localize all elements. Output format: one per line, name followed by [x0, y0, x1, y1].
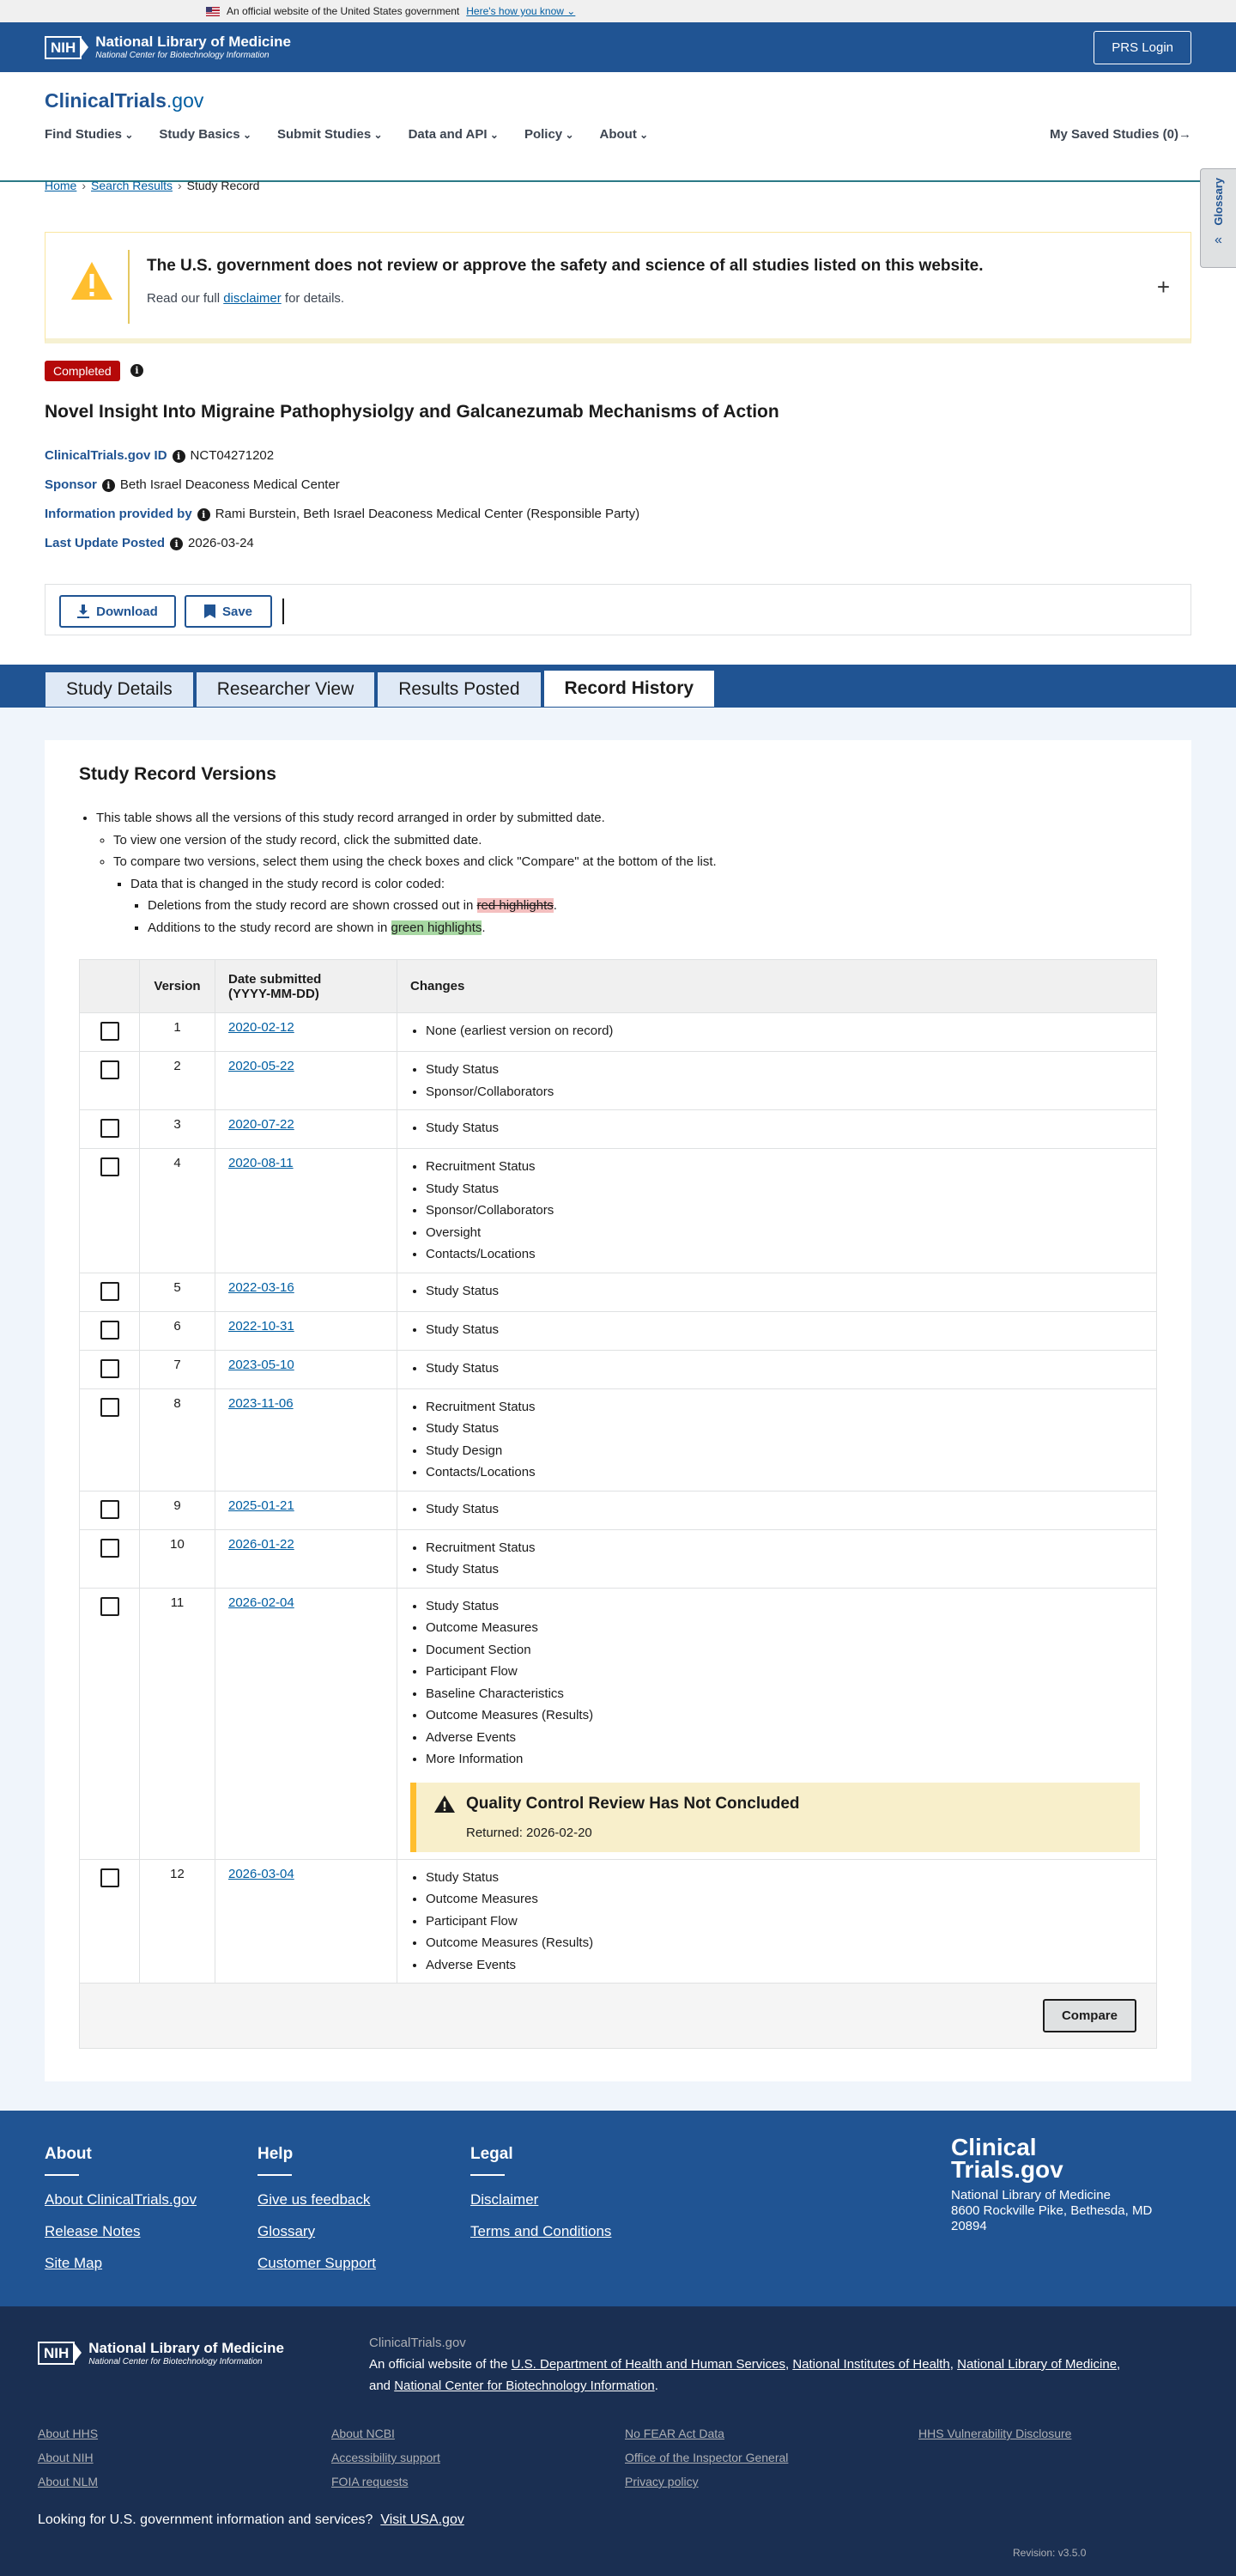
select-cell — [80, 1311, 140, 1350]
section-title: Study Record Versions — [79, 764, 276, 784]
compare-row — [80, 1984, 1157, 2049]
select-cell — [80, 1052, 140, 1110]
table-row — [80, 1149, 1157, 1273]
nav-find-studies[interactable]: Find Studies ⌄ — [45, 127, 133, 142]
breadcrumb-current: Study Record — [186, 179, 260, 192]
table-row — [80, 1311, 1157, 1350]
change-item: • More Information — [426, 1748, 1143, 1771]
nlm-link[interactable]: National Library of Medicine — [957, 2357, 1118, 2372]
double-chevron-left-icon: « — [1215, 232, 1222, 247]
changes-cell — [397, 1311, 1157, 1350]
how-you-know-link[interactable]: Here's how you know ⌄ — [466, 5, 576, 17]
change-item: • Study Status — [426, 1280, 1143, 1303]
select-cell — [80, 1013, 140, 1052]
version-checkbox[interactable] — [100, 1157, 119, 1176]
version-date-link[interactable]: 2026-03-04 — [228, 1866, 294, 1881]
change-item: • Contacts/Locations — [426, 1243, 1143, 1266]
version-date-link[interactable]: 2022-10-31 — [228, 1318, 294, 1334]
date-cell — [215, 1529, 397, 1588]
version-checkbox[interactable] — [100, 1398, 119, 1417]
version-checkbox[interactable] — [100, 1359, 119, 1378]
select-cell — [80, 1388, 140, 1491]
version-number: 7 — [140, 1350, 215, 1388]
footer-link[interactable]: About ClinicalTrials.gov — [45, 2191, 197, 2208]
main-menu — [45, 127, 648, 142]
select-cell — [80, 1529, 140, 1588]
version-checkbox[interactable] — [100, 1868, 119, 1887]
nav-study-basics[interactable]: Study Basics ⌄ — [159, 127, 251, 142]
warning-icon — [433, 1795, 456, 1814]
change-item: • Study Status — [426, 1498, 1143, 1521]
list-item: ◦ To view one version of the study record, click the submitted date. — [113, 829, 717, 852]
version-number: 3 — [140, 1110, 215, 1149]
select-cell — [80, 1273, 140, 1311]
change-item: • Sponsor/Collaborators — [426, 1081, 1143, 1103]
version-number: 9 — [140, 1491, 215, 1529]
green-highlight-sample: green highlights — [391, 920, 482, 935]
change-item: • Study Status — [426, 1595, 1143, 1618]
col-date: Date submitted (YYYY-MM-DD) — [215, 960, 397, 1013]
version-number: 2 — [140, 1052, 215, 1110]
status-badge: Completed — [45, 361, 120, 381]
chevron-right-icon: › — [177, 179, 182, 192]
changes-cell — [397, 1110, 1157, 1149]
action-bar — [45, 584, 1191, 635]
change-item: • Outcome Measures — [426, 1617, 1143, 1639]
expand-plus-icon[interactable]: + — [1156, 274, 1170, 300]
change-item: • Recruitment Status — [426, 1537, 1143, 1559]
disclaimer-heading: The U.S. government does not review or approve the safety and science of all studies listed on this website. — [147, 257, 984, 275]
change-item: • Recruitment Status — [426, 1396, 1143, 1419]
table-row — [80, 1013, 1157, 1052]
table-row — [80, 1052, 1157, 1110]
nih-header — [0, 22, 1236, 72]
changes-cell — [397, 1529, 1157, 1588]
date-cell — [215, 1388, 397, 1491]
select-cell — [80, 1491, 140, 1529]
change-item: • Study Status — [426, 1418, 1143, 1440]
date-cell — [215, 1311, 397, 1350]
provided-by-value: Rami Burstein, Beth Israel Deaconess Medical Center (Responsible Party) — [215, 507, 640, 521]
change-item: • Study Status — [426, 1558, 1143, 1581]
change-item: • Contacts/Locations — [426, 1461, 1143, 1484]
instructions-list — [79, 807, 717, 939]
versions-table — [79, 959, 1157, 2049]
study-title: Novel Insight Into Migraine Pathophysiolgy and Galcanezumab Mechanisms of Action — [45, 402, 779, 422]
prs-login-button[interactable]: PRS Login — [1094, 31, 1191, 64]
change-item: • Study Status — [426, 1867, 1143, 1889]
change-item: • Study Status — [426, 1358, 1143, 1380]
study-record-versions-card — [45, 740, 1191, 2081]
hhs-link[interactable]: U.S. Department of Health and Human Services — [511, 2357, 785, 2372]
select-cell — [80, 1859, 140, 1984]
last-update-value: 2026-03-24 — [188, 536, 254, 550]
change-item: • Adverse Events — [426, 1954, 1143, 1977]
warning-icon — [70, 260, 114, 301]
date-cell — [215, 1149, 397, 1273]
info-icon[interactable]: i — [173, 450, 185, 463]
agency-description: ClinicalTrials.gov An official website of the U.S. Department of Health and Human Services, National Institutes of Health, National Library of Medicine, and National Center for Biotechnology Information. — [369, 2336, 1121, 2393]
us-flag-icon — [206, 7, 220, 16]
change-item: • Recruitment Status — [426, 1156, 1143, 1178]
footer-links-col1: About HHS About NIH About NLM — [38, 2427, 99, 2488]
list-item: ▪ Additions to the study record are shown in green highlights. — [148, 917, 717, 939]
breadcrumb-home[interactable]: Home — [45, 179, 77, 192]
change-item: • Study Status — [426, 1117, 1143, 1139]
footer-link[interactable]: Release Notes — [45, 2223, 141, 2239]
change-item: • Study Status — [426, 1319, 1143, 1341]
table-row — [80, 1529, 1157, 1588]
chevron-right-icon: › — [82, 179, 87, 192]
qc-review-alert: Quality Control Review Has Not Concluded Returned: 2026-02-20 — [410, 1783, 1140, 1852]
col-changes: Changes — [397, 960, 1157, 1013]
divider — [128, 250, 130, 324]
version-number: 1 — [140, 1013, 215, 1052]
footer-link[interactable]: Terms and Conditions — [470, 2223, 612, 2239]
nlm-title: National Library of Medicine — [95, 33, 291, 51]
site-footer — [0, 2111, 1236, 2306]
version-date-link[interactable]: 2023-11-06 — [228, 1395, 294, 1411]
divider — [282, 598, 284, 624]
disclaimer-text: Read our full disclaimer for details. — [147, 291, 345, 306]
list-item: • This table shows all the versions of this study record arranged in order by submitted date. — [96, 807, 717, 829]
footer-link[interactable]: Glossary — [258, 2223, 316, 2239]
usa-gov-row: Looking for U.S. government information and services? Visit USA.gov — [38, 2512, 464, 2527]
version-date-link[interactable]: 2020-05-22 — [228, 1059, 294, 1073]
info-icon[interactable]: i — [102, 479, 115, 492]
table-row — [80, 1588, 1157, 1859]
changes-cell — [397, 1149, 1157, 1273]
glossary-label: Glossary — [1212, 178, 1225, 226]
select-cell — [80, 1588, 140, 1859]
usa-gov-link[interactable]: Visit USA.gov — [380, 2512, 464, 2527]
bookmark-icon — [204, 605, 215, 618]
changes-cell — [397, 1013, 1157, 1052]
footer-link[interactable]: Site Map — [45, 2255, 103, 2271]
version-date-link[interactable]: 2020-02-12 — [228, 1020, 294, 1035]
change-item: • Study Design — [426, 1440, 1143, 1462]
tab-bar — [0, 665, 1236, 708]
date-cell — [215, 1273, 397, 1311]
select-cell — [80, 1149, 140, 1273]
version-checkbox[interactable] — [100, 1282, 119, 1301]
select-cell — [80, 1110, 140, 1149]
saved-studies-link[interactable]: My Saved Studies (0)→ — [1049, 127, 1191, 142]
info-icon[interactable]: i — [130, 364, 143, 377]
ncbi-subtitle: National Center for Biotechnology Information — [95, 50, 270, 60]
change-item: • Study Status — [426, 1059, 1143, 1081]
changes-cell — [397, 1588, 1157, 1859]
footer-about: About About ClinicalTrials.gov Release Notes Site Map — [45, 2145, 197, 2271]
table-row — [80, 1859, 1157, 1984]
version-number: 10 — [140, 1529, 215, 1588]
agency-footer — [0, 2306, 1236, 2576]
nav-submit-studies[interactable]: Submit Studies ⌄ — [277, 127, 383, 142]
sponsor-row: Sponsor i Beth Israel Deaconess Medical Center — [45, 477, 340, 492]
version-date-link[interactable]: 2026-01-22 — [228, 1536, 294, 1552]
version-checkbox[interactable] — [100, 1539, 119, 1558]
provided-by-row: Information provided by i Rami Burstein, Beth Israel Deaconess Medical Center (Responsible Party) — [45, 507, 640, 521]
breadcrumb-search-results[interactable]: Search Results — [91, 179, 173, 192]
site-nav — [0, 72, 1236, 182]
date-cell — [215, 1859, 397, 1984]
changes-cell — [397, 1350, 1157, 1388]
change-item: • Outcome Measures (Results) — [426, 1932, 1143, 1954]
last-update-row: Last Update Posted i 2026-03-24 — [45, 536, 254, 550]
table-row — [80, 1491, 1157, 1529]
footer-link[interactable]: Customer Support — [258, 2255, 376, 2271]
version-date-link[interactable]: 2020-08-11 — [228, 1156, 294, 1170]
change-item: • Participant Flow — [426, 1911, 1143, 1933]
disclaimer-alert — [45, 232, 1191, 343]
change-item: • Outcome Measures — [426, 1888, 1143, 1911]
select-cell — [80, 1350, 140, 1388]
study-id-value: NCT04271202 — [190, 448, 275, 463]
version-date-link[interactable]: 2022-03-16 — [228, 1279, 294, 1295]
footer-link[interactable]: Give us feedback — [258, 2191, 371, 2208]
change-item: • Adverse Events — [426, 1727, 1143, 1749]
download-icon — [77, 605, 89, 618]
change-item: • Document Section — [426, 1639, 1143, 1662]
nav-about[interactable]: About ⌄ — [600, 127, 649, 142]
nlm-footer-logo[interactable]: NIH National Library of Medicine National Center for Biotechnology Information — [38, 2341, 284, 2366]
change-item: • Oversight — [426, 1222, 1143, 1244]
version-number: 8 — [140, 1388, 215, 1491]
change-item: • None (earliest version on record) — [426, 1020, 1143, 1042]
version-checkbox[interactable] — [100, 1597, 119, 1616]
info-icon[interactable]: i — [170, 538, 183, 550]
change-item: • Study Status — [426, 1178, 1143, 1200]
footer-ctg-logo: Clinical Trials.gov National Library of Medicine 8600 Rockville Pike, Bethesda, MD 20894 — [951, 2134, 1153, 2233]
version-number: 12 — [140, 1859, 215, 1984]
footer-links-col3: No FEAR Act Data Office of the Inspector General Privacy policy — [625, 2427, 789, 2488]
date-cell — [215, 1588, 397, 1859]
tab-record-history[interactable]: Record History — [543, 670, 716, 708]
changes-cell — [397, 1859, 1157, 1984]
footer-help: Help Give us feedback Glossary Customer Support — [258, 2145, 376, 2271]
save-button[interactable]: Save — [185, 595, 272, 628]
version-number: 4 — [140, 1149, 215, 1273]
col-version: Version — [140, 960, 215, 1013]
change-item: • Participant Flow — [426, 1661, 1143, 1683]
changes-cell — [397, 1491, 1157, 1529]
tab-results-posted[interactable]: Results Posted — [377, 671, 541, 708]
change-item: • Outcome Measures (Results) — [426, 1704, 1143, 1727]
info-icon[interactable]: i — [197, 508, 210, 521]
gov-banner-text: An official website of the United States government — [227, 5, 460, 17]
disclaimer-link[interactable]: disclaimer — [223, 291, 282, 306]
table-row — [80, 1273, 1157, 1311]
version-checkbox[interactable] — [100, 1022, 119, 1041]
version-date-link[interactable]: 2025-01-21 — [228, 1498, 294, 1513]
clinicaltrials-logo[interactable]: ClinicalTrials.gov — [45, 89, 204, 112]
footer-legal: Legal Disclaimer Terms and Conditions — [470, 2145, 612, 2239]
version-date-link[interactable]: 2023-05-10 — [228, 1357, 294, 1372]
change-item: • Baseline Characteristics — [426, 1683, 1143, 1705]
version-checkbox[interactable] — [100, 1500, 119, 1519]
nih-logo-mark: NIH — [45, 36, 82, 59]
footer-links-col2: About NCBI Accessibility support FOIA requests — [331, 2427, 440, 2488]
version-number: 6 — [140, 1311, 215, 1350]
nav-policy[interactable]: Policy ⌄ — [524, 127, 574, 142]
ncbi-link[interactable]: National Center for Biotechnology Information — [394, 2379, 655, 2393]
change-item: • Sponsor/Collaborators — [426, 1200, 1143, 1222]
table-row — [80, 1350, 1157, 1388]
changes-cell — [397, 1273, 1157, 1311]
tab-researcher-view[interactable]: Researcher View — [196, 671, 376, 708]
date-cell — [215, 1052, 397, 1110]
tab-study-details[interactable]: Study Details — [45, 671, 194, 708]
date-cell — [215, 1013, 397, 1052]
study-id-row: ClinicalTrials.gov ID i NCT04271202 — [45, 448, 275, 463]
footer-links-col4: HHS Vulnerability Disclosure — [918, 2427, 1072, 2440]
date-cell — [215, 1110, 397, 1149]
sponsor-value: Beth Israel Deaconess Medical Center — [119, 477, 340, 492]
compare-button[interactable]: Compare — [1043, 1999, 1136, 2032]
version-checkbox[interactable] — [100, 1119, 119, 1138]
footer-link[interactable]: Disclaimer — [470, 2191, 539, 2208]
list-item: ◦ To compare two versions, select them using the check boxes and click "Compare" at the bottom of the list. — [113, 851, 717, 873]
version-number: 5 — [140, 1273, 215, 1311]
changes-cell — [397, 1052, 1157, 1110]
date-cell — [215, 1491, 397, 1529]
version-date-link[interactable]: 2020-07-22 — [228, 1117, 294, 1132]
version-date-link[interactable]: 2026-02-04 — [228, 1595, 294, 1610]
version-checkbox[interactable] — [100, 1060, 119, 1079]
date-cell — [215, 1350, 397, 1388]
revision-label: Revision: v3.5.0 — [1013, 2547, 1087, 2559]
version-checkbox[interactable] — [100, 1321, 119, 1340]
list-item: ▪ Deletions from the study record are shown crossed out in red highlights. — [148, 895, 717, 917]
download-button[interactable]: Download — [59, 595, 176, 628]
glossary-tab[interactable] — [1200, 168, 1236, 268]
nlm-logo[interactable] — [45, 34, 291, 60]
nih-link[interactable]: National Institutes of Health — [792, 2357, 950, 2372]
version-number: 11 — [140, 1588, 215, 1859]
col-select — [80, 960, 140, 1013]
gov-banner — [0, 0, 1236, 22]
red-highlight-sample: red highlights — [476, 898, 554, 913]
table-row — [80, 1110, 1157, 1149]
list-item: ▪ Data that is changed in the study record is color coded: — [130, 873, 717, 896]
nav-data-api[interactable]: Data and API ⌄ — [409, 127, 499, 142]
breadcrumb — [45, 179, 259, 192]
table-row — [80, 1388, 1157, 1491]
changes-cell — [397, 1388, 1157, 1491]
